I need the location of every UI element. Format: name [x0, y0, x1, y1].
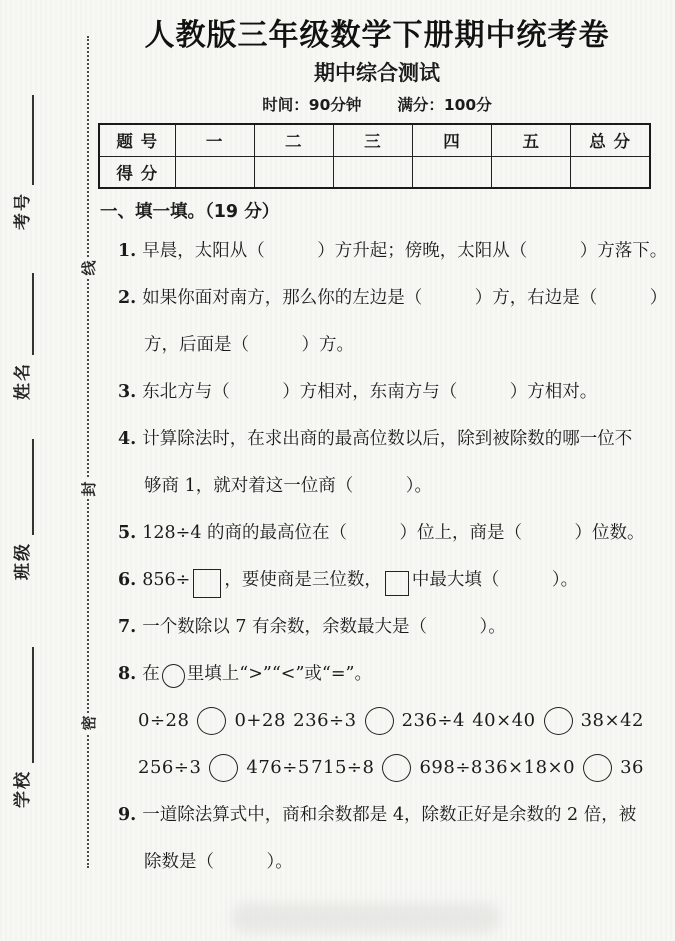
question-6-number: 6.: [118, 569, 137, 590]
question-8-number: 8.: [118, 663, 137, 684]
side-field-name: [10, 273, 34, 400]
compare-circle-icon: [583, 754, 612, 782]
question-5-text: 128÷4 的商的最高位在（ ）位上，商是（ ）位数。: [142, 522, 645, 543]
left-expression: 715÷8: [311, 757, 375, 778]
side-field-exam-number: [10, 95, 34, 230]
question-3: [98, 368, 656, 415]
left-expression: 0÷28: [138, 710, 190, 731]
question-1-number: 1.: [118, 240, 137, 261]
question-5-number: 5.: [118, 522, 137, 543]
seal-char-feng: 封: [77, 479, 101, 499]
question-7: [98, 603, 656, 650]
comparison-item-5: [311, 754, 483, 782]
comparison-item-3: [472, 707, 644, 735]
left-expression: 40×40: [472, 710, 536, 731]
comparison-item-2: [293, 707, 465, 735]
compare-circle-icon: [544, 707, 573, 735]
side-field-class: [10, 439, 34, 580]
question-2-number: 2.: [118, 287, 137, 308]
question-4: [98, 415, 656, 462]
question-3-text: 东北方与（ ）方相对，东南方与（ ）方相对。: [142, 381, 598, 402]
compare-circle-icon: [162, 664, 185, 688]
question-9-continued: [98, 838, 656, 885]
left-expression: 256÷3: [138, 757, 202, 778]
right-expression: 0+28: [234, 710, 286, 731]
question-8: [98, 650, 656, 697]
page-subtitle: 期中综合测试: [314, 61, 440, 85]
right-expression: 476÷5: [246, 757, 310, 778]
comparison-item-4: [138, 754, 310, 782]
compare-circle-icon: [197, 707, 226, 735]
compare-circle-icon: [382, 754, 411, 782]
score-cell-1: [175, 156, 254, 188]
blank-box-icon: [385, 571, 409, 596]
main-content: [98, 0, 668, 885]
question-6-text-mid: ，要使商是三位数，: [224, 569, 382, 590]
time-limit-text: 时间：90分钟: [262, 96, 362, 114]
question-7-number: 7.: [118, 616, 137, 637]
score-cell-total: [571, 156, 650, 188]
question-4-text-line-2: 够商 1，就对着这一位商（ ）。: [144, 475, 432, 496]
right-expression: 36: [620, 757, 644, 778]
seal-char-xian: 线: [77, 258, 101, 278]
side-field-school: [10, 647, 34, 808]
question-4-number: 4.: [118, 428, 137, 449]
question-9-text-line-2: 除数是（ ）。: [144, 851, 293, 872]
question-4-continued: [98, 462, 656, 509]
question-2-continued: [98, 321, 656, 368]
score-cell-5: [492, 156, 571, 188]
name-blank-line: [15, 273, 34, 355]
question-2-text-line-2: 方，后面是（ ）方。: [144, 334, 354, 355]
left-expression: 36×18×0: [484, 757, 576, 778]
header-section-2: 二: [254, 124, 333, 156]
compare-circle-icon: [209, 754, 238, 782]
exam-number-blank-line: [15, 95, 34, 185]
exam-info-line: [98, 95, 656, 115]
header-total-score: 总 分: [571, 124, 650, 156]
compare-circle-icon: [365, 707, 394, 735]
question-8-text-post: 里填上“>”“<”或“=”。: [186, 663, 372, 684]
question-4-text-line-1: 计算除法时，在求出商的最高位数以后，除到被除数的哪一位不: [142, 428, 633, 449]
comparison-item-1: [138, 707, 286, 735]
score-row-label: 得 分: [99, 156, 175, 188]
header-question-number: 题 号: [99, 124, 175, 156]
question-9: [98, 791, 656, 838]
blank-box-icon: [193, 569, 221, 598]
question-7-text: 一个数除以 7 有余数，余数最大是（ ）。: [142, 616, 506, 637]
question-9-number: 9.: [118, 804, 137, 825]
header-section-1: 一: [175, 124, 254, 156]
page-title: 人教版三年级数学下册期中统考卷: [144, 18, 610, 53]
comparison-item-6: [484, 754, 644, 782]
score-cell-2: [254, 156, 333, 188]
right-expression: 38×42: [580, 710, 644, 731]
school-blank-line: [15, 647, 34, 763]
question-1-text: 早晨，太阳从（ ）方升起；傍晚，太阳从（ ）方落下。: [142, 240, 668, 261]
score-table-score-row: [99, 156, 650, 188]
question-5: [98, 509, 656, 556]
section-1-heading: 一、填一填。（19 分）: [100, 202, 280, 222]
scan-shadow: [232, 903, 500, 933]
question-6-text-post: 中最大填（ ）。: [411, 569, 579, 590]
question-3-number: 3.: [118, 381, 137, 402]
right-expression: 698÷8: [419, 757, 483, 778]
comparison-row-1: [138, 697, 644, 744]
score-cell-3: [333, 156, 412, 188]
question-6: [98, 556, 656, 603]
question-2: [98, 274, 668, 321]
score-table-header-row: [99, 124, 650, 156]
seal-char-mi: 密: [77, 713, 101, 733]
header-section-4: 四: [412, 124, 491, 156]
exam-number-label: 考号: [13, 192, 33, 230]
question-8-text-pre: 在: [142, 663, 160, 684]
question-1: [98, 227, 668, 274]
class-label: 班级: [13, 542, 33, 580]
score-table: [98, 123, 651, 189]
seal-dotted-line: [87, 36, 89, 868]
comparison-row-2: [138, 744, 644, 791]
header-section-3: 三: [333, 124, 412, 156]
school-label: 学校: [13, 770, 33, 808]
name-label: 姓名: [13, 362, 33, 400]
left-expression: 236÷3: [293, 710, 357, 731]
header-section-5: 五: [492, 124, 571, 156]
question-6-text-pre: 856÷: [142, 569, 191, 590]
score-cell-4: [412, 156, 491, 188]
question-9-text-line-1: 一道除法算式中，商和余数都是 4，除数正好是余数的 2 倍，被: [142, 804, 637, 825]
class-blank-line: [15, 439, 34, 535]
question-2-text-line-1: 如果你面对南方，那么你的左边是（ ）方，右边是（ ）: [142, 287, 668, 308]
right-expression: 236÷4: [401, 710, 465, 731]
full-score-text: 满分：100分: [397, 96, 492, 114]
